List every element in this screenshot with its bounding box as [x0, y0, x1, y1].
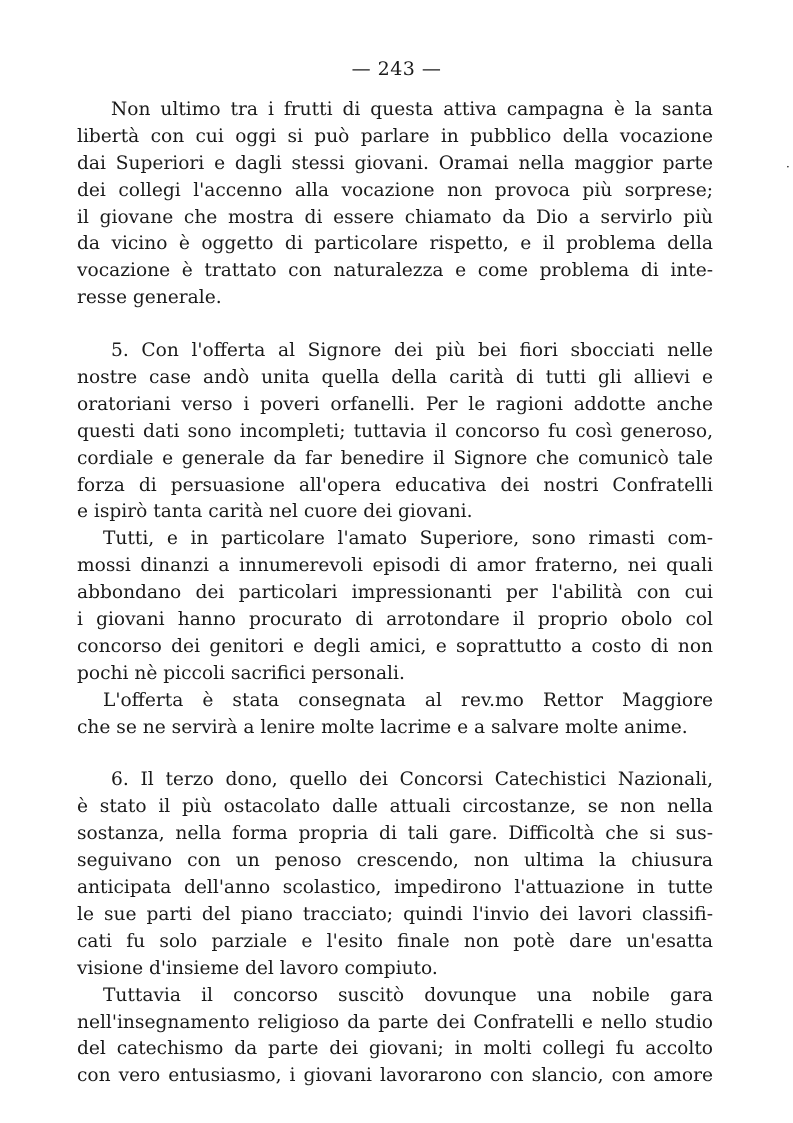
- text-line: Tuttavia il concorso suscitò dovunque una nobile gara: [103, 984, 713, 1006]
- text-line: concorso dei genitori e degli amici, e soprattutto a costo di non: [77, 635, 713, 657]
- text-line: con vero entusiasmo, i giovani lavorarono con slancio, con amore: [77, 1065, 713, 1087]
- text-line: del catechismo da parte dei giovani; in molti collegi fu accolto: [77, 1038, 713, 1060]
- paragraph-gap: [77, 312, 713, 338]
- text-line: questi dati sono incompleti; tuttavia il concorso fu così generoso,: [77, 420, 713, 442]
- paragraph-concorsi: [77, 767, 713, 982]
- text-line: 5. Con l'offerta al Signore dei più bei fiori sbocciati nelle: [111, 340, 713, 362]
- text-line: L'offerta è stata consegnata al rev.mo Rettor Maggiore: [103, 689, 713, 711]
- text-line: sostanza, nella forma propria di tali gare. Difficoltà che si sus-: [77, 823, 713, 845]
- text-line: abbondano dei particolari impressionanti per l'abilità con cui: [77, 582, 713, 604]
- paragraph-gap: [77, 741, 713, 767]
- text-line: Tutti, e in particolare l'amato Superiore, sono rimasti com-: [103, 528, 713, 550]
- text-line: nell'insegnamento religioso da parte dei Confratelli e nello studio: [77, 1011, 713, 1033]
- text-line: forza di persuasione all'opera educativa dei nostri Confratelli: [77, 474, 713, 496]
- paragraph-vocazione: [77, 97, 713, 312]
- text-line: cati fu solo parziale e l'esito finale non potè dare un'esatta: [77, 930, 713, 952]
- text-line: pochi nè piccoli sacrifici personali.: [77, 662, 405, 684]
- paragraph-consegna: [77, 688, 713, 742]
- text-line: resse generale.: [77, 287, 222, 309]
- paragraph-tutti: [77, 526, 713, 687]
- text-line: anticipata dell'anno scolastico, impedirono l'attuazione in tutte: [77, 877, 713, 899]
- text-line: che se ne servirà a lenire molte lacrime e a salvare molte anime.: [77, 716, 688, 738]
- text-line: nostre case andò unita quella della carità di tutti gli allievi e: [77, 367, 713, 389]
- text-line: i giovani hanno procurato di arrotondare il proprio obolo col: [77, 609, 713, 631]
- margin-mark: ·: [786, 160, 790, 174]
- paragraph-tuttavia: [77, 983, 713, 1091]
- text-line: da vicino è oggetto di particolare rispetto, e il problema della: [77, 233, 713, 255]
- text-line: è stato il più ostacolato dalle attuali circostanze, se non nella: [77, 796, 713, 818]
- body-text: [77, 97, 713, 1090]
- text-line: 6. Il terzo dono, quello dei Concorsi Catechistici Nazionali,: [111, 769, 713, 791]
- text-line: visione d'insieme del lavoro compiuto.: [77, 957, 438, 979]
- text-line: le sue parti del piano tracciato; quindi l'invio dei lavori classifi-: [77, 903, 713, 925]
- text-line: il giovane che mostra di essere chiamato da Dio a servirlo più: [77, 206, 713, 228]
- text-line: e ispirò tanta carità nel cuore dei giovani.: [77, 501, 473, 523]
- text-line: oratoriani verso i poveri orfanelli. Per le ragioni addotte anche: [77, 393, 713, 415]
- text-line: dai Superiori e dagli stessi giovani. Oramai nella maggior parte: [77, 152, 713, 174]
- text-line: libertà con cui oggi si può parlare in pubblico della vocazione: [77, 125, 713, 147]
- page-number: — 243 —: [351, 58, 442, 80]
- paragraph-offerta: [77, 338, 713, 526]
- text-line: seguivano con un penoso crescendo, non ultima la chiusura: [77, 850, 713, 872]
- text-line: dei collegi l'accenno alla vocazione non provoca più sorprese;: [77, 179, 713, 201]
- text-line: vocazione è trattato con naturalezza e come problema di inte-: [77, 260, 713, 282]
- text-line: cordiale e generale da far benedire il Signore che comunicò tale: [77, 447, 713, 469]
- text-line: Non ultimo tra i frutti di questa attiva campagna è la santa: [111, 99, 713, 120]
- text-line: mossi dinanzi a innumerevoli episodi di amor fraterno, nei quali: [77, 555, 713, 577]
